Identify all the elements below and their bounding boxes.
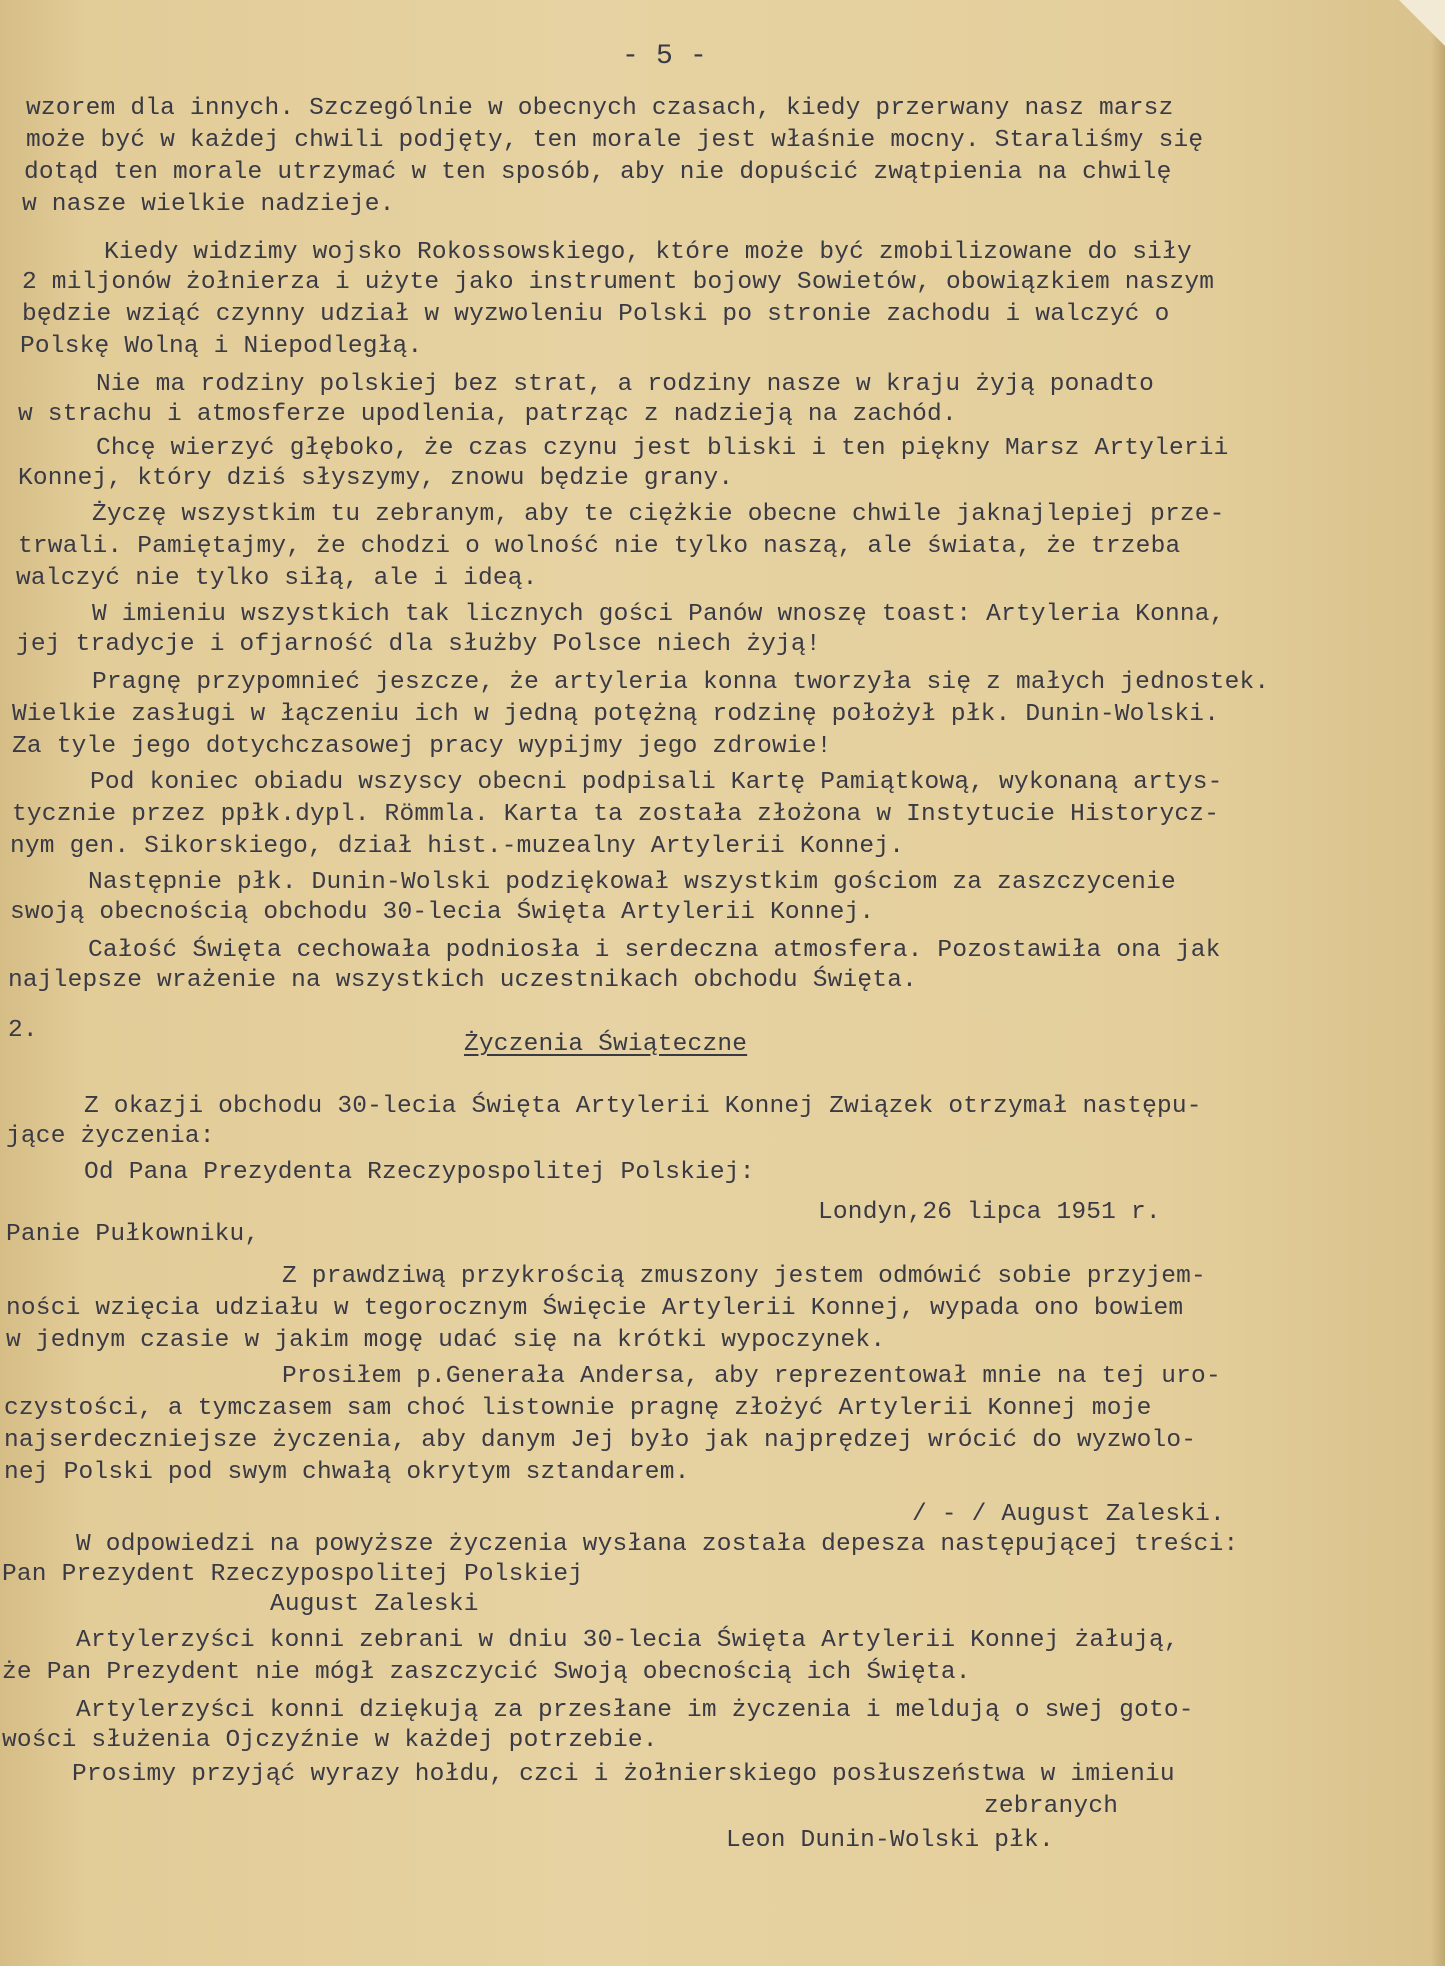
text-line: Kiedy widzimy wojsko Rokossowskiego, które może być zmobilizowane do siły bbox=[104, 239, 1192, 266]
text-line: trwali. Pamiętajmy, że chodzi o wolność nie tylko naszą, ale świata, że trzeba bbox=[18, 533, 1181, 560]
page-corner bbox=[1399, 0, 1445, 46]
text-line: w nasze wielkie nadzieje. bbox=[22, 191, 395, 218]
text-line: 2 miljonów żołnierza i użyte jako instrument bojowy Sowietów, obowiązkiem naszym bbox=[22, 269, 1215, 296]
text-line: że Pan Prezydent nie mógł zaszczycić Swoją obecnością ich Święta. bbox=[2, 1659, 971, 1686]
section-heading: Życzenia Świąteczne bbox=[464, 1031, 748, 1058]
text-line: Prosimy przyjąć wyrazy hołdu, czci i żołnierskiego posłuszeństwa w imieniu bbox=[72, 1761, 1175, 1788]
text-line: najserdeczniejsze życzenia, aby danym Jej było jak najprędzej wrócić do wyzwolo- bbox=[4, 1427, 1197, 1454]
text-line: Życzę wszystkim tu zebranym, aby te ciężkie obecne chwile jaknajlepiej prze- bbox=[92, 501, 1225, 528]
letter-salutation: Panie Pułkowniku, bbox=[6, 1221, 260, 1248]
text-line: wości służenia Ojczyźnie w każdej potrzebie. bbox=[2, 1727, 658, 1754]
text-line: Całość Święta cechowała podniosła i serdeczna atmosfera. Pozostawiła ona jak bbox=[88, 937, 1221, 964]
text-line: Polskę Wolną i Niepodległą. bbox=[20, 333, 423, 360]
text-line: Artylerzyści konni zebrani w dniu 30-lecia Święta Artylerii Konnej żałują, bbox=[76, 1627, 1179, 1654]
page-number: - 5 - bbox=[622, 41, 708, 72]
text-line: Nie ma rodziny polskiej bez strat, a rodziny nasze w kraju żyją ponadto bbox=[96, 371, 1155, 398]
text-line: w jednym czasie w jakim mogę udać się na krótki wypoczynek. bbox=[6, 1327, 886, 1354]
text-line: nej Polski pod swym chwałą okrytym sztandarem. bbox=[4, 1459, 690, 1486]
text-line: jące życzenia: bbox=[6, 1123, 215, 1150]
text-line: zebranych bbox=[984, 1793, 1119, 1820]
text-line: Chcę wierzyć głęboko, że czas czynu jest bliski i ten piękny Marsz Artylerii bbox=[96, 435, 1229, 462]
text-line: Wielkie zasługi w łączeniu ich w jedną potężną rodzinę położył płk. Dunin-Wolski. bbox=[12, 701, 1220, 728]
text-line: Następnie płk. Dunin-Wolski podziękował wszystkim gościom za zaszczycenie bbox=[88, 869, 1176, 896]
text-line: nym gen. Sikorskiego, dział hist.-muzealny Artylerii Konnej. bbox=[10, 833, 905, 860]
section-number: 2. bbox=[8, 1017, 38, 1044]
text-line: W imieniu wszystkich tak licznych gości Panów wnoszę toast: Artyleria Konna, bbox=[92, 601, 1225, 628]
text-line: Konnej, który dziś słyszymy, znowu będzie grany. bbox=[18, 465, 734, 492]
text-line: jej tradycje i ofjarność dla służby Polsce niech żyją! bbox=[16, 631, 821, 658]
text-line: czystości, a tymczasem sam choć listownie pragnę złożyć Artylerii Konnej moje bbox=[4, 1395, 1152, 1422]
text-line: Pragnę przypomnieć jeszcze, że artyleria konna tworzyła się z małych jednostek. bbox=[92, 669, 1270, 696]
letter-date: Londyn,26 lipca 1951 r. bbox=[818, 1199, 1161, 1226]
text-line: tycznie przez ppłk.dypl. Römmla. Karta ta została złożona w Instytucie Historycz- bbox=[12, 801, 1220, 828]
text-line: Pan Prezydent Rzeczypospolitej Polskiej bbox=[2, 1561, 584, 1588]
telegram-signature: Leon Dunin-Wolski płk. bbox=[726, 1827, 1054, 1854]
text-line: Artylerzyści konni dziękują za przesłane im życzenia i meldują o swej goto- bbox=[76, 1697, 1194, 1724]
text-line: Za tyle jego dotychczasowej pracy wypijmy jego zdrowie! bbox=[12, 733, 832, 760]
letter-signature: / - / August Zaleski. bbox=[912, 1501, 1225, 1528]
text-line: dotąd ten morale utrzymać w ten sposób, aby nie dopuścić zwątpienia na chwilę bbox=[24, 159, 1172, 186]
text-line: Z prawdziwą przykrością zmuszony jestem odmówić sobie przyjem- bbox=[282, 1263, 1206, 1290]
text-line: będzie wziąć czynny udział w wyzwoleniu Polski po stronie zachodu i walczyć o bbox=[22, 301, 1170, 328]
text-line: Od Pana Prezydenta Rzeczypospolitej Polskiej: bbox=[84, 1159, 755, 1186]
text-line: wzorem dla innych. Szczególnie w obecnych czasach, kiedy przerwany nasz marsz bbox=[26, 95, 1174, 122]
text-line: Pod koniec obiadu wszyscy obecni podpisali Kartę Pamiątkową, wykonaną artys- bbox=[90, 769, 1223, 796]
text-line: walczyć nie tylko siłą, ale i ideą. bbox=[16, 565, 538, 592]
text-line: w strachu i atmosferze upodlenia, patrząc z nadzieją na zachód. bbox=[18, 401, 957, 428]
text-line: ności wzięcia udziału w tegorocznym Święcie Artylerii Konnej, wypada ono bowiem bbox=[6, 1295, 1184, 1322]
text-line: swoją obecnością obchodu 30-lecia Święta Artylerii Konnej. bbox=[10, 899, 875, 926]
text-line: W odpowiedzi na powyższe życzenia wysłana została depesza następującej treści: bbox=[76, 1531, 1239, 1558]
text-line: August Zaleski bbox=[270, 1591, 479, 1618]
text-line: najlepsze wrażenie na wszystkich uczestnikach obchodu Święta. bbox=[8, 967, 918, 994]
page-edge-shadow bbox=[1431, 0, 1445, 1966]
text-line: Z okazji obchodu 30-lecia Święta Artylerii Konnej Związek otrzymał następu- bbox=[84, 1093, 1202, 1120]
text-line: może być w każdej chwili podjęty, ten morale jest właśnie mocny. Staraliśmy się bbox=[26, 127, 1204, 154]
text-line: Prosiłem p.Generała Andersa, aby reprezentował mnie na tej uro- bbox=[282, 1363, 1221, 1390]
